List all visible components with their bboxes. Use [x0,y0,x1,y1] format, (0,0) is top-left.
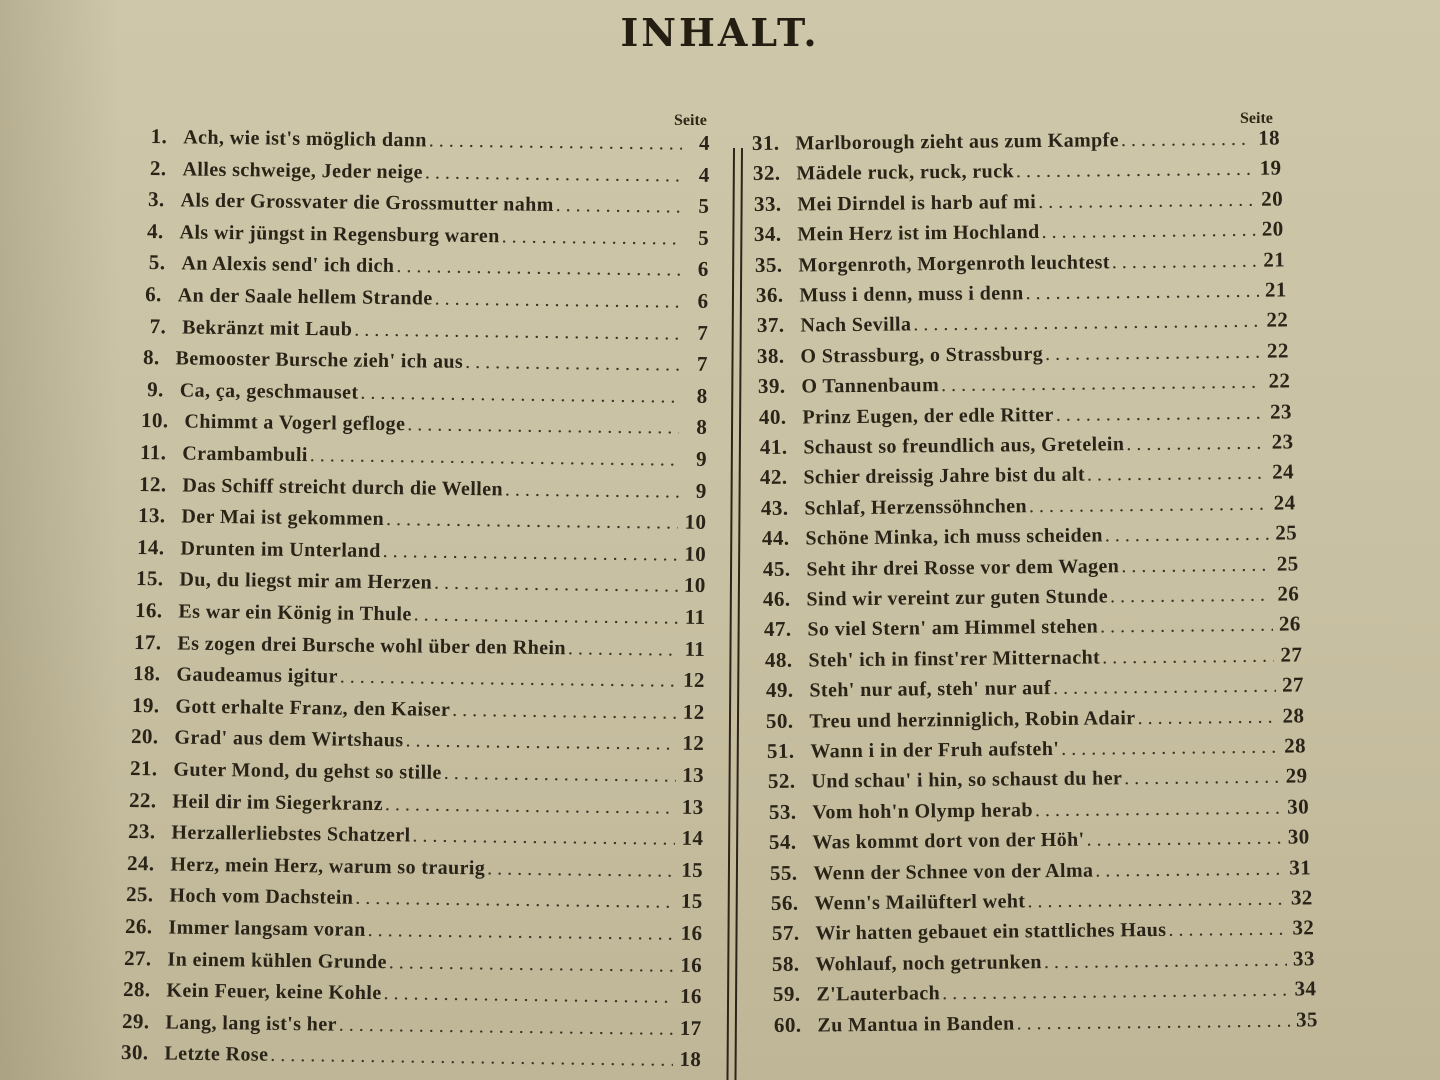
toc-entry-page: 32 [1290,885,1313,910]
toc-entry-page: 9 [695,478,707,503]
toc-entry-title: Es zogen drei Bursche wohl über den Rhein [177,632,567,659]
toc-entry-number: 24. [126,850,155,876]
toc-entry-page: 24 [1272,459,1295,485]
toc-entry-number: 14. [136,534,165,560]
toc-entry-page: 8 [696,415,708,440]
dot-leader [310,444,679,472]
dot-leader [568,637,678,661]
toc-entry-page: 21 [1264,277,1287,302]
dot-leader [383,982,674,1009]
seite-label-right: Seite [1240,110,1273,127]
dot-leader [465,351,680,377]
dot-leader [1025,280,1258,305]
toc-entry-page: 14 [681,825,704,851]
dot-leader [941,371,1263,397]
toc-entry-title: Der Mai ist gekommen [181,505,385,531]
toc-entry-title: Lang, lang ist's her [165,1011,337,1036]
toc-entry-number: 5. [148,250,166,275]
toc-entry-number: 41. [759,434,788,459]
dot-leader [1061,736,1278,761]
toc-entry-page: 20 [1261,216,1284,241]
toc-entry-page: 26 [1278,611,1301,636]
toc-entry-number: 46. [763,586,791,611]
toc-entry-page: 5 [698,225,710,250]
dot-leader [407,414,679,440]
toc-entry-number: 58. [772,951,800,976]
toc-entry-page: 12 [682,667,706,693]
toc-entry-page: 8 [696,383,708,408]
toc-entry-page: 27 [1281,672,1304,697]
toc-entry-number: 8. [142,345,160,370]
toc-entry-page: 13 [682,762,705,788]
toc-entry-number: 51. [766,738,795,763]
toc-entry [146,250,709,287]
toc-entry-page: 6 [697,288,709,313]
dot-leader [360,381,679,408]
toc-entry [141,408,708,445]
toc-entry-number: 38. [757,343,785,368]
toc-entry [139,472,707,509]
toc-entry-page: 6 [697,257,709,282]
toc-entry-number: 52. [767,769,796,794]
dot-leader [1052,675,1275,700]
toc-entry-page: 22 [1265,307,1288,333]
toc-entry-number: 10. [140,408,169,433]
dot-leader [354,318,680,345]
dot-leader [1168,918,1286,942]
toc-entry-page: 12 [682,731,705,756]
toc-entry-title: Schlaf, Herzenssöhnchen [804,495,1028,520]
toc-entry-title: Was kommt dort von der Höh' [812,828,1085,854]
toc-entry-title: Steh' ich in finst'rer Mitternacht [808,646,1100,672]
dot-leader [444,762,676,788]
toc-entry-title: Gaudeamus igitur [176,663,339,688]
toc-entry-number: 31. [751,130,780,155]
toc-entry-title: Grad' aus dem Wirtshaus [174,726,404,752]
toc-entry-page: 25 [1276,550,1299,576]
toc-entry-number: 12. [138,471,167,496]
toc-entry-number: 36. [755,282,784,307]
toc-entry-page: 25 [1274,520,1297,545]
toc-entry-title: Herzallerliebstes Schatzerl [171,821,411,847]
toc-entry-page: 13 [681,794,704,819]
toc-entry-number: 32. [752,161,781,186]
toc-entry-title: Mei Dirndel is harb auf mi [796,190,1036,216]
toc-entry-page: 5 [698,193,710,219]
toc-entry-page: 17 [679,1015,702,1040]
toc-entry [131,724,705,761]
toc-entry-title: Letzte Rose [164,1042,269,1067]
toc-entry-title: Chimmt a Vogerl gefloge [184,410,406,436]
dot-leader [1016,158,1254,183]
toc-entry-number: 33. [753,191,782,216]
toc-entry-title: Treu und herzinniglich, Robin Adair [809,706,1136,733]
toc-entry-page: 30 [1286,794,1309,819]
dot-leader [389,951,675,977]
toc-entry-page: 7 [696,351,709,377]
toc-entry-number: 21. [129,756,158,781]
toc-entry [128,819,704,856]
toc-entry-number: 9. [147,376,164,402]
dot-leader [385,793,676,820]
toc-entry [756,308,1288,344]
toc-entry-number: 28. [122,977,151,1002]
toc-entry-title: Ach, wie ist's möglich dann [183,126,428,152]
toc-entry-page: 20 [1260,186,1283,211]
toc-entry-number: 50. [766,708,794,733]
dot-leader [1016,1009,1290,1035]
toc-entry-page: 18 [679,1047,702,1072]
toc-entry-number: 1. [150,124,168,149]
toc-entry-title: Immer langsam voran [168,916,366,941]
toc-entry-page: 26 [1277,581,1300,606]
toc-entry [755,247,1285,283]
page-shadow [0,0,120,1080]
toc-entry-page: 15 [680,889,703,914]
toc-entry-page: 22 [1267,338,1290,363]
toc-entry-page: 35 [1295,1006,1318,1032]
toc-entry-number: 39. [757,373,786,399]
toc-entry [150,124,710,161]
toc-entry [148,187,710,224]
toc-entry-number: 48. [764,647,793,672]
toc-entry-number: 56. [770,890,799,915]
dot-leader [1034,796,1280,822]
toc-entry-page: 11 [684,636,706,661]
toc-entry-number: 54. [769,829,797,855]
toc-entry-title: Ca, ça, geschmauset [179,379,359,404]
toc-entry-number: 6. [145,282,162,307]
toc-entry-page: 10 [684,541,707,566]
toc-entry-page: 7 [697,320,709,345]
toc-entry-title: Wenn's Mailüfterl weht [814,890,1026,915]
toc-entry-number: 40. [758,404,787,429]
toc-entry-page: 16 [680,920,703,946]
dot-leader [1038,189,1255,214]
toc-entry-title: An Alexis send' ich dich [181,252,395,278]
toc-entry-title: Steh' nur auf, steh' nur auf [808,677,1051,702]
toc-entry-title: Mädele ruck, ruck, ruck [796,160,1014,185]
toc-entry-title: Sind wir vereint zur guten Stunde [806,585,1109,611]
toc-entry-title: Bemooster Bursche zieh' ich aus [175,347,464,374]
toc-entry-page: 27 [1280,642,1303,667]
toc-entry-number: 11. [139,440,167,465]
toc-entry-page: 23 [1269,399,1292,424]
dot-leader [1124,766,1280,791]
toc-entry-title: In einem kühlen Grunde [167,948,387,973]
toc-entry-number: 35. [754,252,783,277]
toc-entry-number: 57. [771,921,800,946]
toc-entry-number: 27. [123,945,152,970]
toc-entry-title: Du, du liegst mir am Herzen [179,568,433,595]
page-title: INHALT. [620,10,820,55]
dot-leader [1105,523,1269,548]
toc-entry [773,976,1317,1012]
dot-leader [1121,128,1252,152]
toc-entry [143,345,708,382]
toc-entry-title: O Tannenbaum [801,374,940,398]
toc-entry-page: 33 [1293,946,1316,971]
toc-entry [762,521,1297,557]
toc-entry [764,612,1301,648]
dot-leader [1045,341,1261,366]
toc-entry-number: 45. [762,556,791,581]
dot-leader [434,572,678,598]
toc-entry-number: 15. [135,566,164,591]
toc-entry [125,914,703,951]
toc-entry-title: Muss i denn, muss i denn [799,282,1024,307]
toc-entry-title: So viel Stern' am Himmel stehen [807,615,1099,641]
dot-leader [355,887,675,914]
toc-entry-title: Das Schiff streicht durch die Wellen [182,474,504,501]
toc-entry-title: Nach Sevilla [799,313,911,337]
dot-leader [942,979,1288,1006]
toc-entry-number: 3. [147,187,165,212]
toc-entry [138,503,707,540]
toc-entry-title: Wir hatten gebauet ein stattliches Haus [814,919,1167,945]
toc-entry-title: Zu Mantua in Banden [817,1012,1015,1037]
toc-entry [133,661,705,698]
dot-leader [405,730,676,756]
toc-entry-title: Mein Herz ist im Hochland [797,221,1040,246]
dot-leader [429,129,682,155]
toc-entry-number: 30. [120,1040,149,1065]
toc-entry-number: 4. [146,218,164,243]
toc-entry-number: 42. [760,465,788,490]
dot-leader [1110,584,1271,609]
toc-entry-page: 30 [1287,824,1310,849]
toc-entry [769,825,1310,861]
toc-entry-page: 32 [1291,915,1314,940]
toc-entry-title: Vom hoh'n Olymp herab [811,799,1033,824]
dot-leader [368,919,675,946]
dot-leader [386,508,679,535]
toc-entry-number: 19. [131,692,160,718]
toc-entry-page: 19 [1259,155,1282,181]
seite-label-left: Seite [674,112,707,129]
toc-entry-number: 18. [132,661,161,686]
toc-entry-number: 29. [121,1008,150,1034]
toc-entry-number: 22. [128,787,157,812]
dot-leader [383,540,679,567]
toc-entry-title: Alles schweige, Jeder neige [182,158,424,183]
toc-entry-title: Schier dreissig Jahre bist du alt [803,463,1086,489]
dot-leader [340,666,677,693]
toc-entry-page: 11 [684,604,706,629]
dot-leader [1044,948,1287,974]
toc-entry-page: 16 [679,983,703,1009]
dot-leader [1087,827,1282,852]
toc-entry-title: Gott erhalte Franz, den Kaiser [175,695,451,721]
toc-entry-number: 37. [756,313,785,338]
dot-leader [505,478,679,503]
toc-entry-page: 4 [698,130,711,155]
toc-entry-number: 2. [149,155,167,180]
column-divider [726,148,743,1080]
toc-entry-page: 18 [1258,125,1281,150]
toc-entry-number: 44. [761,525,790,551]
toc-entry-number: 59. [772,981,801,1007]
toc-entry [135,598,706,635]
dot-leader [452,699,677,725]
dot-leader [1138,705,1277,729]
toc-entry-page: 23 [1271,429,1294,454]
toc-entry [754,217,1284,253]
dot-leader [1126,432,1265,456]
toc-entry-title: Als wir jüngst in Regensburg waren [179,221,500,248]
dot-leader [1121,553,1271,578]
toc-entry [771,916,1314,952]
toc-entry-number: 60. [773,1012,802,1037]
dot-leader [1027,888,1285,914]
dot-leader [1087,462,1266,487]
toc-entry-number: 7. [149,313,167,338]
toc-entry-number: 17. [133,629,162,654]
toc-entry-title: Schöne Minka, ich muss scheiden [805,524,1103,550]
toc-entry [144,314,709,351]
toc-entry-page: 29 [1285,763,1308,788]
dot-leader [1055,401,1263,426]
toc-entry [768,764,1308,800]
toc-entry [759,399,1292,435]
toc-entry-number: 43. [760,495,789,520]
toc-entry [130,756,704,793]
toc-entry-title: Als der Grossvater die Grossmutter nahm [180,189,554,217]
toc-entry-page: 12 [682,699,705,724]
dot-leader [556,194,682,219]
toc-entry-title: Es war ein König in Thule [178,600,412,626]
dot-leader [1100,614,1273,639]
toc-entry-title: Bekränzt mit Laub [182,316,353,341]
dot-leader [1112,249,1258,274]
toc-entry-number: 26. [124,914,153,939]
toc-entry-title: Schaust so freundlich aus, Gretelein [802,433,1124,459]
toc-entry-title: Morgenroth, Morgenroth leuchtest [798,250,1110,277]
dot-leader [502,225,682,250]
toc-entry-number: 23. [127,819,156,844]
toc-entry-page: 16 [680,952,703,977]
toc-entry [123,977,702,1014]
dot-leader [396,255,681,281]
toc-entry-page: 10 [684,509,707,535]
dot-leader [425,161,682,187]
toc-entry [758,369,1291,405]
toc-entry-title: An der Saale hellem Strande [177,284,433,310]
toc-entry-number: 25. [125,882,154,907]
toc-entry [134,630,706,667]
toc-entry-page: 22 [1268,368,1291,393]
toc-entry-title: Hoch vom Dachstein [169,884,354,910]
toc-entry [753,156,1282,192]
toc-entry-title: Heil dir im Siegerkranz [172,790,384,815]
toc-entry [765,673,1303,709]
toc-entry-title: Guter Mond, du gehst so stille [173,758,442,784]
toc-entry-number: 13. [137,503,166,528]
dot-leader [1042,219,1256,244]
toc-entry-title: Kein Feuer, keine Kohle [166,979,382,1005]
toc-entry-number: 53. [768,799,797,824]
toc-entry-title: Drunten im Unterland [180,537,381,562]
toc-entry [136,566,706,603]
toc-entry-page: 4 [698,162,710,187]
dot-leader [414,603,678,629]
toc-entry-title: Herz, mein Herz, warum so traurig [170,853,486,880]
toc-entry-page: 31 [1289,854,1312,880]
toc-entry-title: Prinz Eugen, der edle Ritter [802,403,1054,429]
dot-leader [1095,857,1283,882]
dot-leader [434,288,680,314]
toc-entry-title: Z'Lauterbach [816,982,941,1006]
toc-entry-page: 21 [1263,247,1286,272]
dot-leader [913,310,1260,337]
toc-entry-number: 47. [763,617,792,642]
toc-entry-title: Crambambuli [182,442,308,467]
dot-leader [1102,644,1274,669]
toc-entry-page: 15 [681,857,704,882]
toc-entry-page: 10 [683,573,706,598]
toc-entry-number: 55. [769,860,798,885]
toc-entry-number: 20. [130,724,159,749]
toc-entry [760,460,1294,496]
toc-entry [129,788,704,825]
toc-entry-number: 34. [754,221,782,247]
toc-entry [126,882,703,919]
toc-entry-title: Wann i in der Fruh aufsteh' [810,737,1060,763]
toc-entry-page: 28 [1284,733,1307,758]
toc-entry [145,282,709,319]
toc-entry-title: Seht ihr drei Rosse vor dem Wagen [805,554,1119,581]
toc-entry-title: Und schau' i hin, so schaust du her [811,767,1123,793]
dot-leader [1029,492,1268,517]
dot-leader [412,825,675,851]
toc-entry-page: 9 [695,446,708,471]
toc-entry [774,1007,1318,1043]
toc-entry-title: Wohlauf, noch getrunken [815,950,1043,976]
dot-leader [270,1044,673,1072]
toc-entry-title: O Strassburg, o Strassburg [800,342,1044,368]
dot-leader [487,857,675,882]
toc-entry-page: 24 [1273,490,1296,515]
toc-entry-page: 34 [1294,976,1317,1001]
toc-entry [140,440,707,477]
toc-entry-number: 49. [765,677,794,703]
toc-entry-title: Marlborough zieht aus zum Kampfe [795,129,1120,155]
toc-entry-number: 16. [134,598,163,623]
dot-leader [339,1013,674,1040]
toc-entry-title: Wenn der Schnee von der Alma [813,859,1094,885]
toc-entry [121,1040,702,1077]
toc-entry-page: 28 [1282,702,1305,728]
toc-entry [149,156,710,193]
